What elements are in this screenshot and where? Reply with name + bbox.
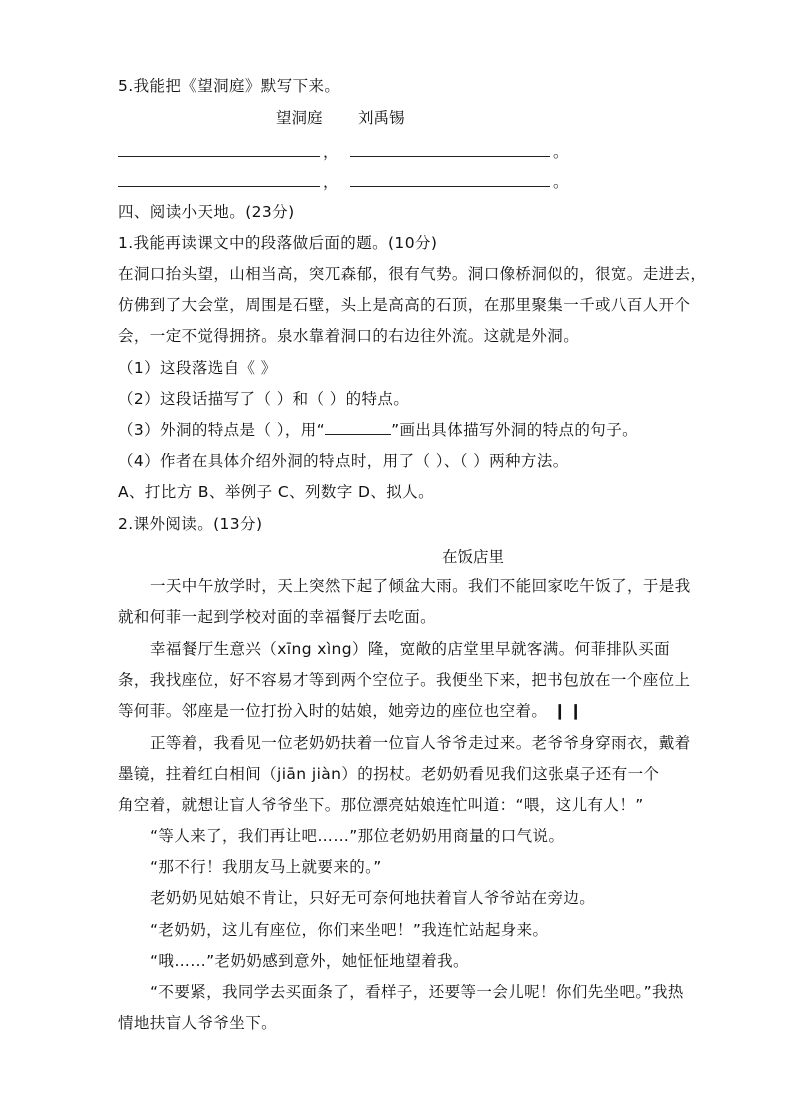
- answer-row-1: [118, 140, 578, 160]
- poem-title: 望洞庭: [276, 109, 323, 127]
- story-line: 老奶奶见姑娘不肯让，只好无可奈何地扶着盲人爷爷站在旁边。: [150, 889, 596, 907]
- comma: ，: [323, 143, 339, 161]
- story-line: 正等着，我看见一位老奶奶扶着一位盲人爷爷走过来。老爷爷身穿雨衣，戴着: [150, 734, 691, 752]
- story-line: “不要紧，我同学去买面条了，看样子，还要等一会儿呢！你们先坐吧。”我热: [150, 983, 684, 1001]
- story-line: 一天中午放学时，天上突然下起了倾盆大雨。我们不能回家吃午饭了，于是我: [150, 577, 691, 595]
- story-line: 就和何菲一起到学校对面的幸福餐厅去吃面。: [118, 608, 437, 626]
- story-line: “老奶奶，这儿有座位，你们来坐吧！”我连忙站起身来。: [150, 921, 549, 939]
- answer-blank[interactable]: [350, 186, 550, 187]
- period: 。: [553, 173, 569, 191]
- q2-prompt: 2.课外阅读。(13分): [118, 515, 263, 533]
- section-heading: 四、阅读小天地。(23分): [118, 203, 295, 221]
- story-line: “等人来了，我们再让吧……”那位老奶奶用商量的口气说。: [150, 827, 565, 845]
- answer-row-2: [118, 170, 578, 190]
- underline-blank[interactable]: [325, 420, 391, 435]
- answer-options: A、打比方 B、举例子 C、列数字 D、拟人。: [118, 483, 434, 501]
- story-line: “那不行！我朋友马上就要来的。”: [150, 858, 382, 876]
- answer-blank[interactable]: [350, 156, 550, 157]
- passage-line: 在洞口抬头望，山相当高，突兀森郁，很有气势。洞口像桥洞似的，很宽。走进去，: [118, 265, 707, 283]
- comma: ，: [323, 173, 339, 191]
- story-line-text: 等何菲。邻座是一位打扮入时的姑娘，她旁边的座位也空着。: [118, 702, 548, 720]
- poem-author: 刘禹锡: [358, 109, 405, 127]
- sub-question-2: （2）这段话描写了（ ）和（ ）的特点。: [118, 390, 410, 408]
- q1-prompt: 1.我能再读课文中的段落做后面的题。(10分): [118, 234, 438, 252]
- story-line: [118, 701, 585, 721]
- story-line: 墨镜，拄着红白相间（jiān jiàn）的拐杖。老奶奶看见我们这张桌子还有一个: [118, 765, 660, 783]
- story-line: 幸福餐厅生意兴（xīng xìng）隆，宽敞的店堂里早就客满。何菲排队买面: [150, 640, 671, 658]
- passage-line: 会，一定不觉得拥挤。泉水靠着洞口的右边往外流。这就是外洞。: [118, 327, 580, 345]
- sub-question-4: （4）作者在具体介绍外洞的特点时，用了（ ）、（ ）两种方法。: [118, 452, 569, 470]
- marker-bars: ❙❙: [553, 702, 586, 720]
- story-title: 在饭店里: [442, 548, 505, 566]
- answer-blank[interactable]: [118, 186, 320, 187]
- sub-question-3-part-a: （3）外洞的特点是（ ），用“: [118, 421, 326, 439]
- story-line: 角空着，就想让盲人爷爷坐下。那位漂亮姑娘连忙叫道：“喂，这儿有人！”: [118, 796, 644, 814]
- sub-question-1: （1）这段落选自《 》: [118, 359, 277, 377]
- story-line: “哦……”老奶奶感到意外，她怔怔地望着我。: [150, 952, 469, 970]
- answer-blank[interactable]: [118, 156, 320, 157]
- sub-question-3: [118, 420, 638, 440]
- passage-line: 仿佛到了大会堂，周围是石壁，头上是高高的石顶，在那里聚集一千或八百人开个: [118, 296, 691, 314]
- story-line: 条，我找座位，好不容易才等到两个空位子。我便坐下来，把书包放在一个座位上: [118, 671, 691, 689]
- story-line: 情地扶盲人爷爷坐下。: [118, 1014, 278, 1032]
- q5-prompt: 5.我能把《望洞庭》默写下来。: [118, 77, 341, 95]
- period: 。: [553, 143, 569, 161]
- sub-question-3-part-b: ”画出具体描写外洞的特点的句子。: [391, 421, 639, 439]
